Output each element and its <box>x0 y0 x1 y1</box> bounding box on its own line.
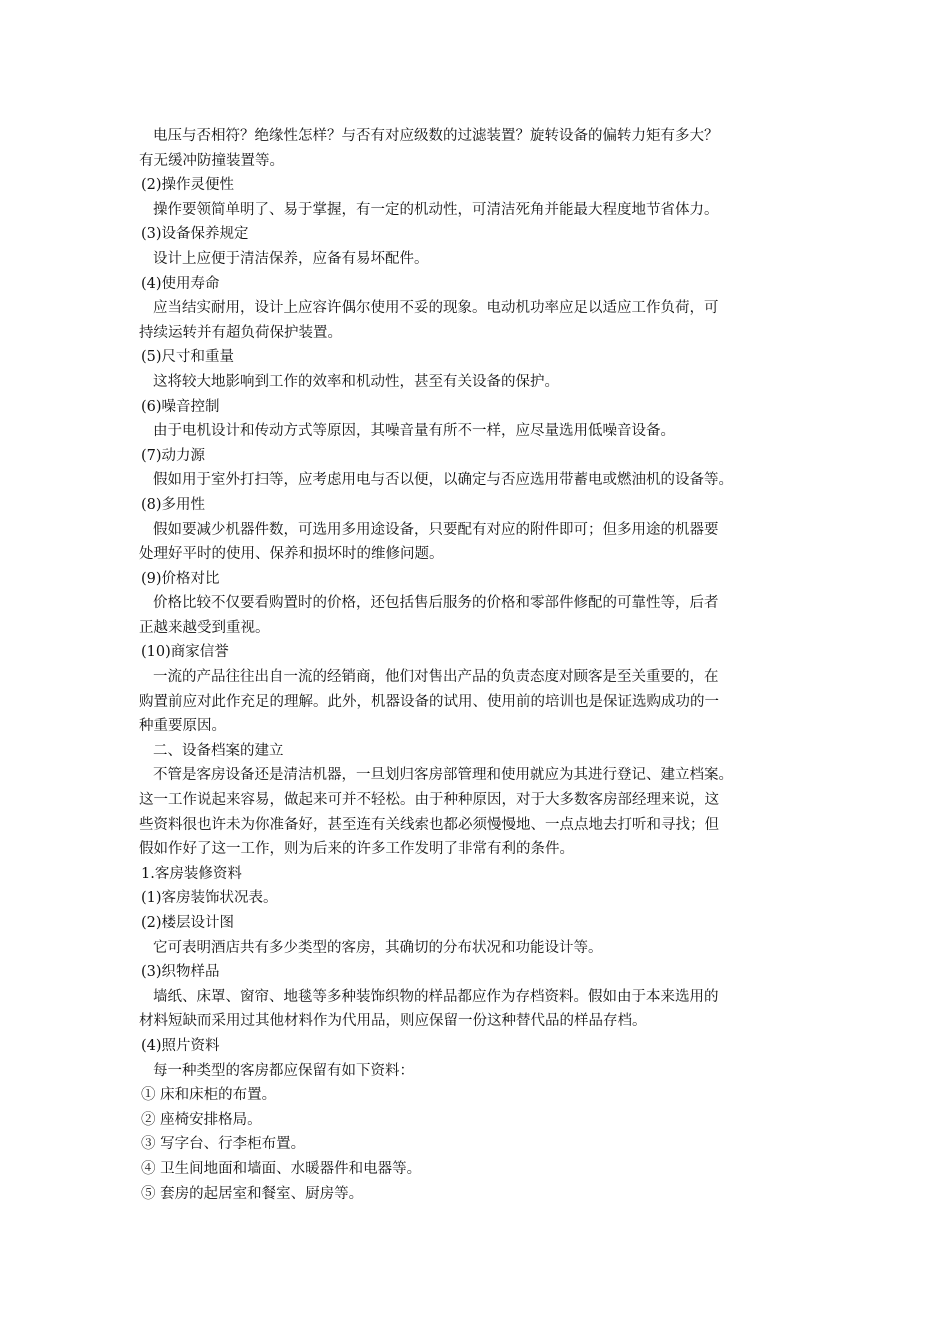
section-heading: (2)楼层设计图 <box>141 915 235 931</box>
paragraph-line: 假如作好了这一工作，则为后来的许多工作发明了非常有利的条件。 <box>139 841 574 858</box>
paragraph-line: 假如要减少机器件数，可选用多用途设备，只要配有对应的附件即可；但多用途的机器要 <box>153 521 719 538</box>
paragraph-line: 设计上应便于清洁保养，应备有易坏配件。 <box>153 250 429 267</box>
paragraph-line: 种重要原因。 <box>139 718 226 735</box>
section-heading: (5)尺寸和重量 <box>141 349 235 366</box>
section-heading: (2)操作灵便性 <box>141 177 235 194</box>
section-heading: (4)照片资料 <box>141 1037 220 1054</box>
paragraph-line: 由于电机设计和传动方式等原因，其噪音量有所不一样，应尽量选用低噪音设备。 <box>153 423 675 440</box>
section-heading: (4)使用寿命 <box>141 275 220 292</box>
section-heading: ⑤ 套房的起居室和餐室、厨房等。 <box>141 1185 364 1202</box>
paragraph-line: 一流的产品往往出自一流的经销商，他们对售出产品的负责态度对顾客是至关重要的，在 <box>153 669 719 686</box>
paragraph-line: 些资料很也许未为你准备好，甚至连有关线索也都必须慢慢地、一点点地去打听和寻找；但 <box>139 816 719 833</box>
section-heading: 1.客房装修资料 <box>141 865 242 882</box>
paragraph-line: 二、设备档案的建立 <box>153 742 284 759</box>
section-heading: (3)设备保养规定 <box>141 226 249 243</box>
section-heading: (9)价格对比 <box>141 570 220 587</box>
paragraph-line: 假如用于室外打扫等，应考虑用电与否以便，以确定与否应选用带蓄电或燃油机的设备等。 <box>153 472 733 489</box>
paragraph-line: 电压与否相符？绝缘性怎样？与否有对应级数的过滤装置？旋转设备的偏转力矩有多大？ <box>153 128 719 144</box>
section-heading: (8)多用性 <box>141 496 206 513</box>
paragraph-line: 材料短缺而采用过其他材料作为代用品，则应保留一份这种替代品的样品存档。 <box>139 1013 647 1030</box>
paragraph-line: 正越来越受到重视。 <box>139 619 270 636</box>
section-heading: ② 座椅安排格局。 <box>141 1111 262 1128</box>
paragraph-line: 不管是客房设备还是清洁机器，一旦划归客房部管理和使用就应为其进行登记、建立档案。 <box>153 767 733 784</box>
document-body <box>139 124 821 1206</box>
paragraph-line: 价格比较不仅要看购置时的价格，还包括售后服务的价格和零部件修配的可靠性等，后者 <box>153 595 719 612</box>
paragraph-line: 操作要领简单明了、易于掌握，有一定的机动性，可清洁死角并能最大程度地节省体力。 <box>153 201 719 218</box>
section-heading: (3)织物样品 <box>141 964 220 981</box>
paragraph-line: 这将较大地影响到工作的效率和机动性，甚至有关设备的保护。 <box>153 373 559 390</box>
paragraph-line: 应当结实耐用，设计上应容许偶尔使用不妥的现象。电动机功率应足以适应工作负荷，可 <box>153 300 719 317</box>
paragraph-line: 处理好平时的使用、保养和损坏时的维修问题。 <box>139 546 444 563</box>
section-heading: (10)商家信誉 <box>141 644 229 661</box>
section-heading: (7)动力源 <box>141 447 206 464</box>
paragraph-line: 每一种类型的客房都应保留有如下资料： <box>153 1062 414 1079</box>
paragraph-line: 墙纸、床罩、窗帘、地毯等多种装饰织物的样品都应作为存档资料。假如由于本来选用的 <box>153 988 719 1005</box>
paragraph-line: 购置前应对此作充足的理解。此外，机器设备的试用、使用前的培训也是保证选购成功的一 <box>139 693 719 710</box>
paragraph-line: 这一工作说起来容易，做起来可并不轻松。由于种种原因，对于大多数客房部经理来说，这 <box>139 792 719 809</box>
section-heading: (6)噪音控制 <box>141 398 220 415</box>
paragraph-line: 它可表明酒店共有多少类型的客房，其确切的分布状况和功能设计等。 <box>153 939 603 956</box>
section-heading: ④ 卫生间地面和墙面、水暖器件和电器等。 <box>141 1160 422 1177</box>
section-heading: ③ 写字台、行李柜布置。 <box>141 1136 306 1153</box>
section-heading: ① 床和床柜的布置。 <box>141 1087 277 1104</box>
paragraph-line: 持续运转并有超负荷保护装置。 <box>139 324 342 341</box>
section-heading: (1)客房装饰状况表。 <box>141 890 278 907</box>
paragraph-line: 有无缓冲防撞装置等。 <box>139 152 284 169</box>
